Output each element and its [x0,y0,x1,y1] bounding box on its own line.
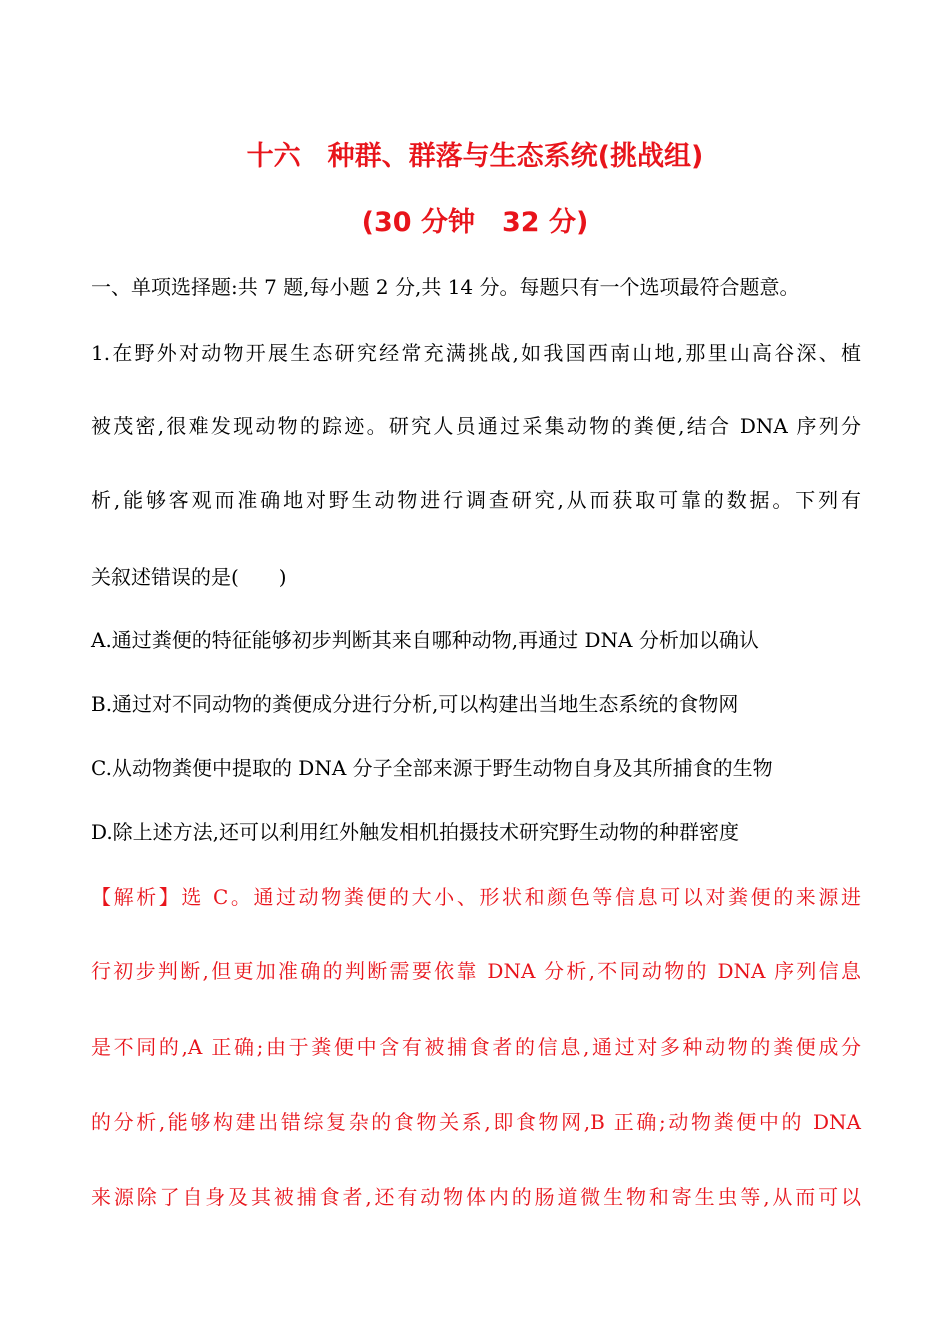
question-stem-line: 关叙述错误的是( ) [91,565,287,589]
option-c: C.从动物粪便中提取的 DNA 分子全部来源于野生动物自身及其所捕食的生物 [91,756,773,780]
analysis-line: 是不同的,A 正确;由于粪便中含有被捕食者的信息,通过对多种动物的粪便成分 [91,1035,861,1059]
option-a: A.通过粪便的特征能够初步判断其来自哪种动物,再通过 DNA 分析加以确认 [91,628,759,652]
option-b: B.通过对不同动物的粪便成分进行分析,可以构建出当地生态系统的食物网 [91,692,739,716]
question-stem-line: 析,能够客观而准确地对野生动物进行调查研究,从而获取可靠的数据。下列有 [91,488,861,512]
section-heading: 一、单项选择题:共 7 题,每小题 2 分,共 14 分。每题只有一个选项最符合题意。 [91,275,800,299]
page-subtitle-time-score: (30 分钟 32 分) [361,207,589,238]
option-d: D.除上述方法,还可以利用红外触发相机拍摄技术研究野生动物的种群密度 [91,820,740,844]
analysis-line: 行初步判断,但更加准确的判断需要依靠 DNA 分析,不同动物的 DNA 序列信息 [91,959,861,983]
page-title: 十六 种群、群落与生态系统(挑战组) [246,141,704,172]
analysis-line: 的分析,能够构建出错综复杂的食物关系,即食物网,B 正确;动物粪便中的 DNA [91,1110,861,1134]
question-stem-line: 被茂密,很难发现动物的踪迹。研究人员通过采集动物的粪便,结合 DNA 序列分 [91,414,861,438]
question-stem-line: 1.在野外对动物开展生态研究经常充满挑战,如我国西南山地,那里山高谷深、植 [91,341,861,365]
analysis-line: 来源除了自身及其被捕食者,还有动物体内的肠道微生物和寄生虫等,从而可以 [91,1185,861,1209]
analysis-line: 【解析】选 C。通过动物粪便的大小、形状和颜色等信息可以对粪便的来源进 [91,885,861,909]
